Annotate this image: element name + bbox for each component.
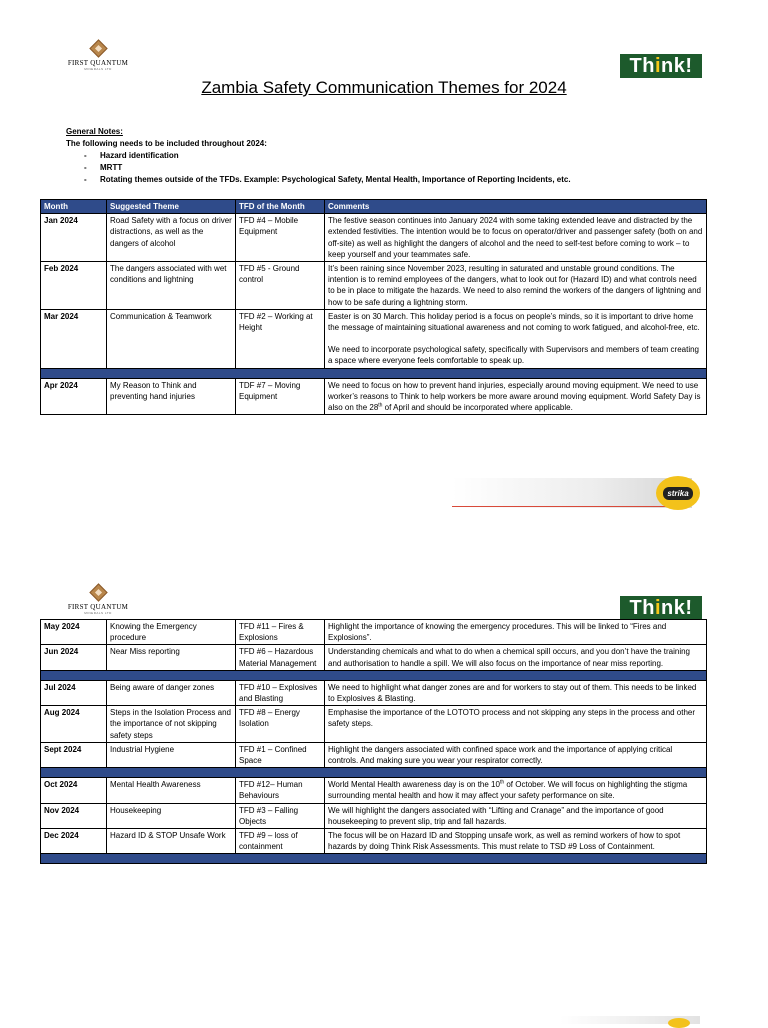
cell-theme: Near Miss reporting [107,645,236,670]
strika-logo: strika [656,476,700,510]
strika-logo-partial [668,1018,690,1028]
table-row [41,706,707,743]
footer-rule [452,506,672,507]
company-emblem-icon [89,39,107,57]
notes-intro: The following needs to be included throughout 2024: [66,139,267,148]
cell-comments: World Mental Health awareness day is on the 10th of October. We will focus on highlighting the stigma surrounding mental health and how it may affect your safety performance on site. [325,778,707,803]
company-sub: MINERALS LTD [84,67,112,71]
separator-row [41,670,707,680]
themes-table-page1 [40,199,707,415]
company-logo [62,42,134,71]
cell-tfd: TFD #1 – Confined Space [236,742,325,767]
cell-tfd: TFD #3 – Falling Objects [236,803,325,828]
cell-comments: We will highlight the dangers associated with “Lifting and Cranage” and the importance of good housekeeping to prevent slip, trip and fall hazards. [325,803,707,828]
table-row [41,742,707,767]
cell-tfd: TFD #2 – Working at Height [236,309,325,368]
table-row [41,829,707,854]
table-row [41,309,707,368]
table-row [41,778,707,803]
cell-month: Jul 2024 [41,680,107,705]
header-month: Month [41,200,107,214]
table-row [41,262,707,310]
cell-theme: Steps in the Isolation Process and the importance of not skipping safety steps [107,706,236,743]
separator-row [41,768,707,778]
company-emblem-icon [89,583,107,601]
cell-comments: We need to focus on how to prevent hand injuries, especially around moving equipment. We need to use worker’s reasons to Think to help workers be more aware around moving equipment. World Safety Day is also on the 28th of April and should be incorporated where applicable. [325,378,707,415]
cell-comments: We need to highlight what danger zones are and for workers to stay out of them. This needs to be linked to Explosives & Blasting. [325,680,707,705]
cell-theme: My Reason to Think and preventing hand injuries [107,378,236,415]
page-title: Zambia Safety Communication Themes for 2024 [201,78,567,97]
cell-month: Jan 2024 [41,214,107,262]
cell-month: Aug 2024 [41,706,107,743]
cell-month: Dec 2024 [41,829,107,854]
cell-theme: Communication & Teamwork [107,309,236,368]
cell-comments: Highlight the importance of knowing the emergency procedures. This will be linked to “Fires and Explosions”. [325,620,707,645]
themes-table-page2 [40,619,707,864]
header-comments: Comments [325,200,707,214]
cell-comments [325,309,707,368]
cell-theme: Industrial Hygiene [107,742,236,767]
company-logo [62,586,134,615]
general-notes [66,126,571,186]
cell-tfd: TFD #6 – Hazardous Material Management [236,645,325,670]
table-row [41,645,707,670]
cell-theme: Road Safety with a focus on driver distractions, as well as the dangers of alcohol [107,214,236,262]
notes-bullet: - MRTT [84,163,123,172]
table-row [41,680,707,705]
company-sub: MINERALS LTD [84,611,112,615]
cell-comments: The festive season continues into January 2024 with some taking extended leave and distracted by the extended festivities. The intention would be to focus on operator/driver and passenger safety (both on and off-site) as well as highlight the dangers of alcohol and the need to self-test before coming to work – to keep yourself and your teammates safe. [325,214,707,262]
header-tfd: TFD of the Month [236,200,325,214]
comments-para: We need to incorporate psychological safety, specifically with Supervisors and members of team creating a space where everyone feels comfortable to speak up. [328,345,699,366]
table-row [41,620,707,645]
separator-row [41,854,707,864]
cell-month: Apr 2024 [41,378,107,415]
company-name: FIRST QUANTUM [67,603,129,611]
cell-theme: Mental Health Awareness [107,778,236,803]
cell-month: Feb 2024 [41,262,107,310]
cell-tfd: TFD #9 – loss of containment [236,829,325,854]
cell-tfd: TFD #11 – Fires & Explosions [236,620,325,645]
cell-theme: Housekeeping [107,803,236,828]
table-row [41,803,707,828]
table-row [41,214,707,262]
notes-bullet: - Hazard identification [84,151,179,160]
separator-row [41,368,707,378]
think-logo: Think! [620,54,702,78]
cell-tfd: TFD #12– Human Behaviours [236,778,325,803]
company-name: FIRST QUANTUM [67,59,129,67]
cell-tfd: TFD #4 – Mobile Equipment [236,214,325,262]
table-row [41,378,707,415]
cell-theme: Knowing the Emergency procedure [107,620,236,645]
notes-bullet: - Rotating themes outside of the TFDs. Example: Psychological Safety, Mental Health, Importance of Reporting Incidents, etc. [84,175,571,184]
table-header-row [41,200,707,214]
cell-theme: The dangers associated with wet conditions and lightning [107,262,236,310]
comments-para: Easter is on 30 March. This holiday period is a focus on people’s minds, so it is important to drive home the message of maintaining situational awareness and not coming to work fatigued, and alcohol-free, etc. [328,311,700,333]
cell-month: Jun 2024 [41,645,107,670]
cell-month: May 2024 [41,620,107,645]
cell-month: Mar 2024 [41,309,107,368]
cell-comments: Highlight the dangers associated with confined space work and the importance of applying critical controls. And making sure you wear your respirator correctly. [325,742,707,767]
cell-tfd: TFD #10 – Explosives and Blasting [236,680,325,705]
cell-comments: Emphasise the importance of the LOTOTO process and not skipping any steps in the process and other safety steps. [325,706,707,743]
cell-month: Nov 2024 [41,803,107,828]
cell-comments: Understanding chemicals and what to do when a chemical spill occurs, and you don’t have the training and authorisation to handle a spill. We will also focus on the importance of near miss reporting. [325,645,707,670]
cell-month: Oct 2024 [41,778,107,803]
cell-tfd: TDF #7 – Moving Equipment [236,378,325,415]
notes-heading: General Notes: [66,127,123,136]
cell-month: Sept 2024 [41,742,107,767]
cell-comments: It’s been raining since November 2023, resulting in saturated and unstable ground conditions. The intention is to remind employees of the dangers, what to look out for (Hazard ID) and what controls need to be in place to mitigate the hazards. We need to also remind the workers of the dangers of lightning and how to be safe during a lightning storm. [325,262,707,310]
think-logo: Think! [620,596,702,620]
header-theme: Suggested Theme [107,200,236,214]
cell-theme: Hazard ID & STOP Unsafe Work [107,829,236,854]
cell-theme: Being aware of danger zones [107,680,236,705]
cell-tfd: TFD #8 – Energy Isolation [236,706,325,743]
cell-comments: The focus will be on Hazard ID and Stopping unsafe work, as well as remind workers of how to spot hazards by doing Think Risk Assessments. This must relate to TSD #9 Loss of Containment. [325,829,707,854]
cell-tfd: TFD #5 - Ground control [236,262,325,310]
